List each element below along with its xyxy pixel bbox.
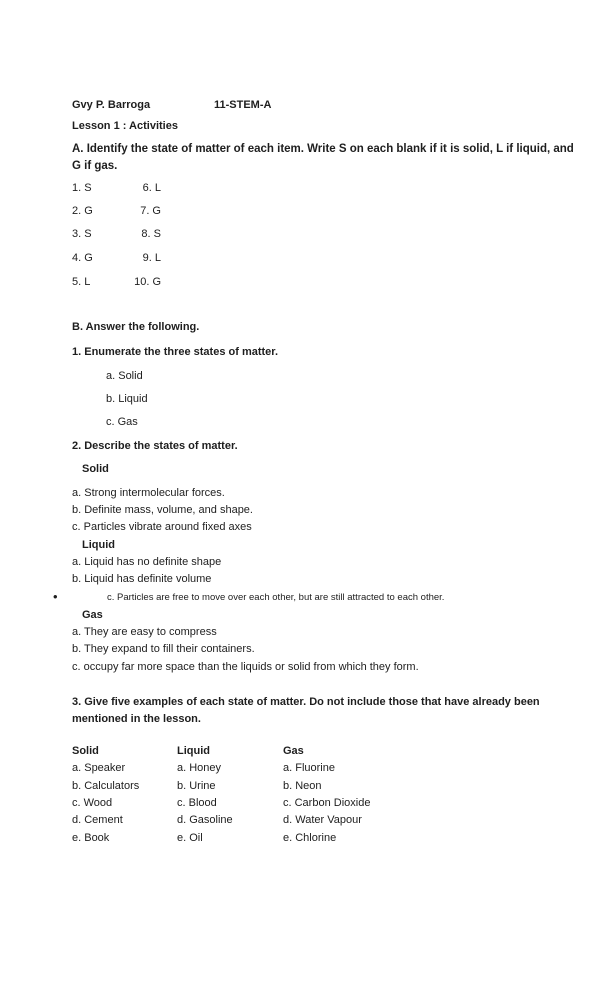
example-item: e. Oil [177,832,203,844]
column-header-gas: Gas [283,745,304,757]
list-item: b. Liquid has definite volume [72,573,212,585]
answer-item: 6. L [142,182,161,194]
list-item: a. Solid [106,370,143,382]
example-item: a. Honey [177,762,222,774]
lesson-title: Lesson 1 : Activities [72,120,178,132]
list-item: a. Liquid has no definite shape [72,556,222,568]
part-a-instruction-cont: G if gas. [72,160,118,172]
part-a-instruction: A. Identify the state of matter of each item. Write S on each blank if it is solid, L if liquid, and [72,143,574,155]
bullet-icon: • [53,589,58,604]
example-item: c. Carbon Dioxide [283,797,371,809]
example-item: a. Speaker [72,762,126,774]
list-item: c. Particles vibrate around fixed axes [72,521,252,533]
answer-item: 9. L [142,252,161,264]
example-item: d. Gasoline [177,814,233,826]
answer-item: 8. S [141,228,161,240]
example-item: b. Calculators [72,780,140,792]
list-item: c. Particles are free to move over each other, but are still attracted to each other. [107,592,445,603]
part-b-title: B. Answer the following. [72,321,200,333]
answer-item: 5. L [72,276,91,288]
answer-item: 7. G [140,205,161,217]
example-item: e. Chlorine [283,832,337,844]
answer-item: 10. G [134,276,161,288]
example-item: d. Water Vapour [283,814,362,826]
answer-item: 2. G [72,205,93,217]
list-item: a. Strong intermolecular forces. [72,487,225,499]
example-item: c. Wood [72,797,113,809]
question-3-cont: mentioned in the lesson. [72,713,201,725]
answer-item: 4. G [72,252,93,264]
list-item: c. Gas [106,416,138,428]
example-item: e. Book [72,832,110,844]
example-item: b. Neon [283,780,322,792]
column-header-solid: Solid [72,745,99,757]
list-item: b. They expand to fill their containers. [72,643,255,655]
student-section: 11-STEM-A [214,99,272,111]
subheading-liquid: Liquid [82,539,115,551]
list-item: b. Liquid [106,393,148,405]
example-item: a. Fluorine [283,762,335,774]
question-2: 2. Describe the states of matter. [72,440,238,452]
student-name: Gvy P. Barroga [72,99,151,111]
list-item: c. occupy far more space than the liquids or solid from which they form. [72,661,419,673]
example-item: d. Cement [72,814,123,826]
question-1: 1. Enumerate the three states of matter. [72,346,279,358]
subheading-solid: Solid [82,463,109,475]
column-header-liquid: Liquid [177,745,210,757]
subheading-gas: Gas [82,609,103,621]
question-3: 3. Give five examples of each state of matter. Do not include those that have already been [72,696,540,708]
example-item: b. Urine [177,780,216,792]
answer-item: 1. S [72,182,92,194]
list-item: b. Definite mass, volume, and shape. [72,504,253,516]
answer-item: 3. S [72,228,92,240]
example-item: c. Blood [177,797,217,809]
list-item: a. They are easy to compress [72,626,217,638]
